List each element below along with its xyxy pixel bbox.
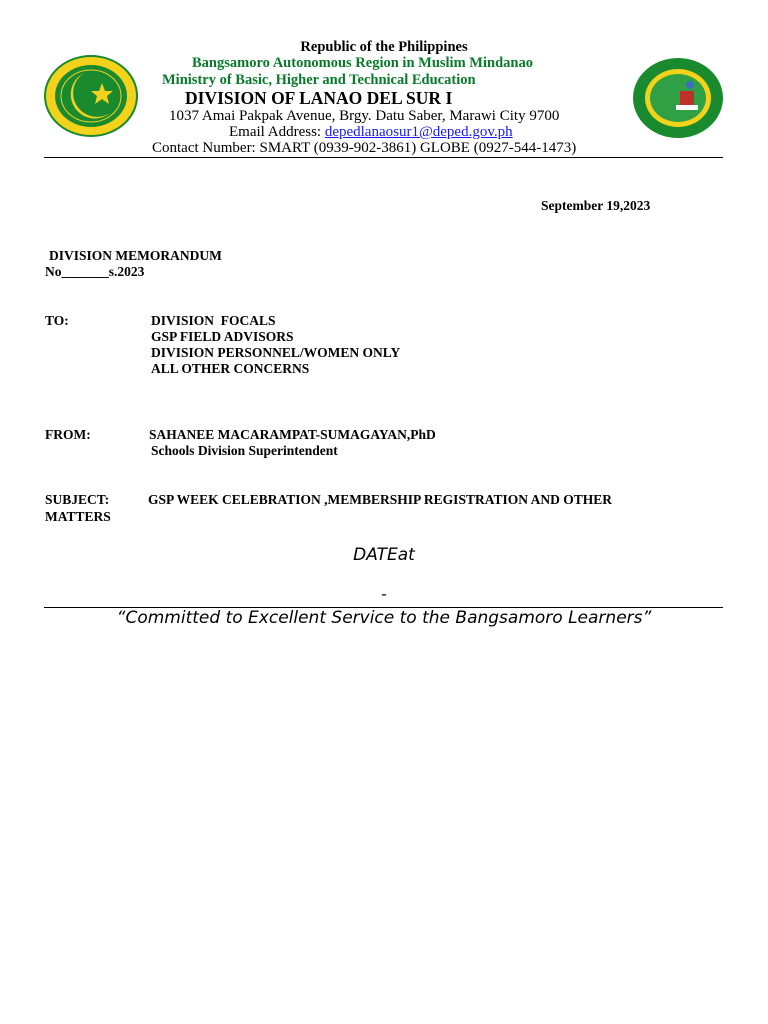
to-recipient: DIVISION PERSONNEL/WOMEN ONLY (151, 345, 401, 360)
region-line: Bangsamoro Autonomous Region in Muslim Mindanao (192, 55, 533, 71)
address-line: 1037 Amai Pakpak Avenue, Brgy. Datu Saber, Marawi City 9700 (169, 108, 560, 124)
left-seal-label (44, 138, 74, 139)
motto: “Committed to Excellent Service to the Bangsamoro Learners” (116, 608, 652, 628)
date-field: DATEat (353, 545, 415, 565)
barmm-seal-logo (44, 55, 138, 137)
republic-line: Republic of the Philippines (300, 39, 468, 55)
memo-number: No_______s.2023 (45, 264, 145, 279)
from-label: FROM: (45, 427, 91, 442)
to-recipient: GSP FIELD ADVISORS (151, 329, 294, 344)
division-seal-logo (632, 57, 724, 139)
subject-line: GSP WEEK CELEBRATION ,MEMBERSHIP REGISTRATION AND OTHER (148, 492, 612, 507)
to-recipient: DIVISION FOCALS (151, 313, 276, 328)
subject-line-continued: MATTERS (45, 509, 111, 524)
subject-label: SUBJECT: (45, 492, 110, 507)
contact-line: Contact Number: SMART (0939-902-3861) GLOBE (0927-544-1473) (152, 140, 577, 156)
email-label: Email Address: (229, 124, 322, 140)
header-divider (44, 157, 723, 158)
from-name: SAHANEE MACARAMPAT-SUMAGAYAN,PhD (149, 427, 436, 442)
division-title: DIVISION OF LANAO DEL SUR I (185, 88, 453, 108)
memo-type: DIVISION MEMORANDUM (49, 248, 222, 263)
to-recipient: ALL OTHER CONCERNS (151, 361, 310, 376)
dash-mark: - (381, 585, 387, 603)
email-link[interactable]: depedlanaosur1@deped.gov.ph (324, 124, 513, 140)
email-line (229, 124, 513, 141)
right-seal-label (632, 140, 647, 141)
memo-date: September 19,2023 (541, 198, 651, 213)
from-title: Schools Division Superintendent (151, 443, 338, 458)
ministry-line: Ministry of Basic, Higher and Technical Education (162, 72, 476, 88)
to-label: TO: (45, 313, 69, 328)
